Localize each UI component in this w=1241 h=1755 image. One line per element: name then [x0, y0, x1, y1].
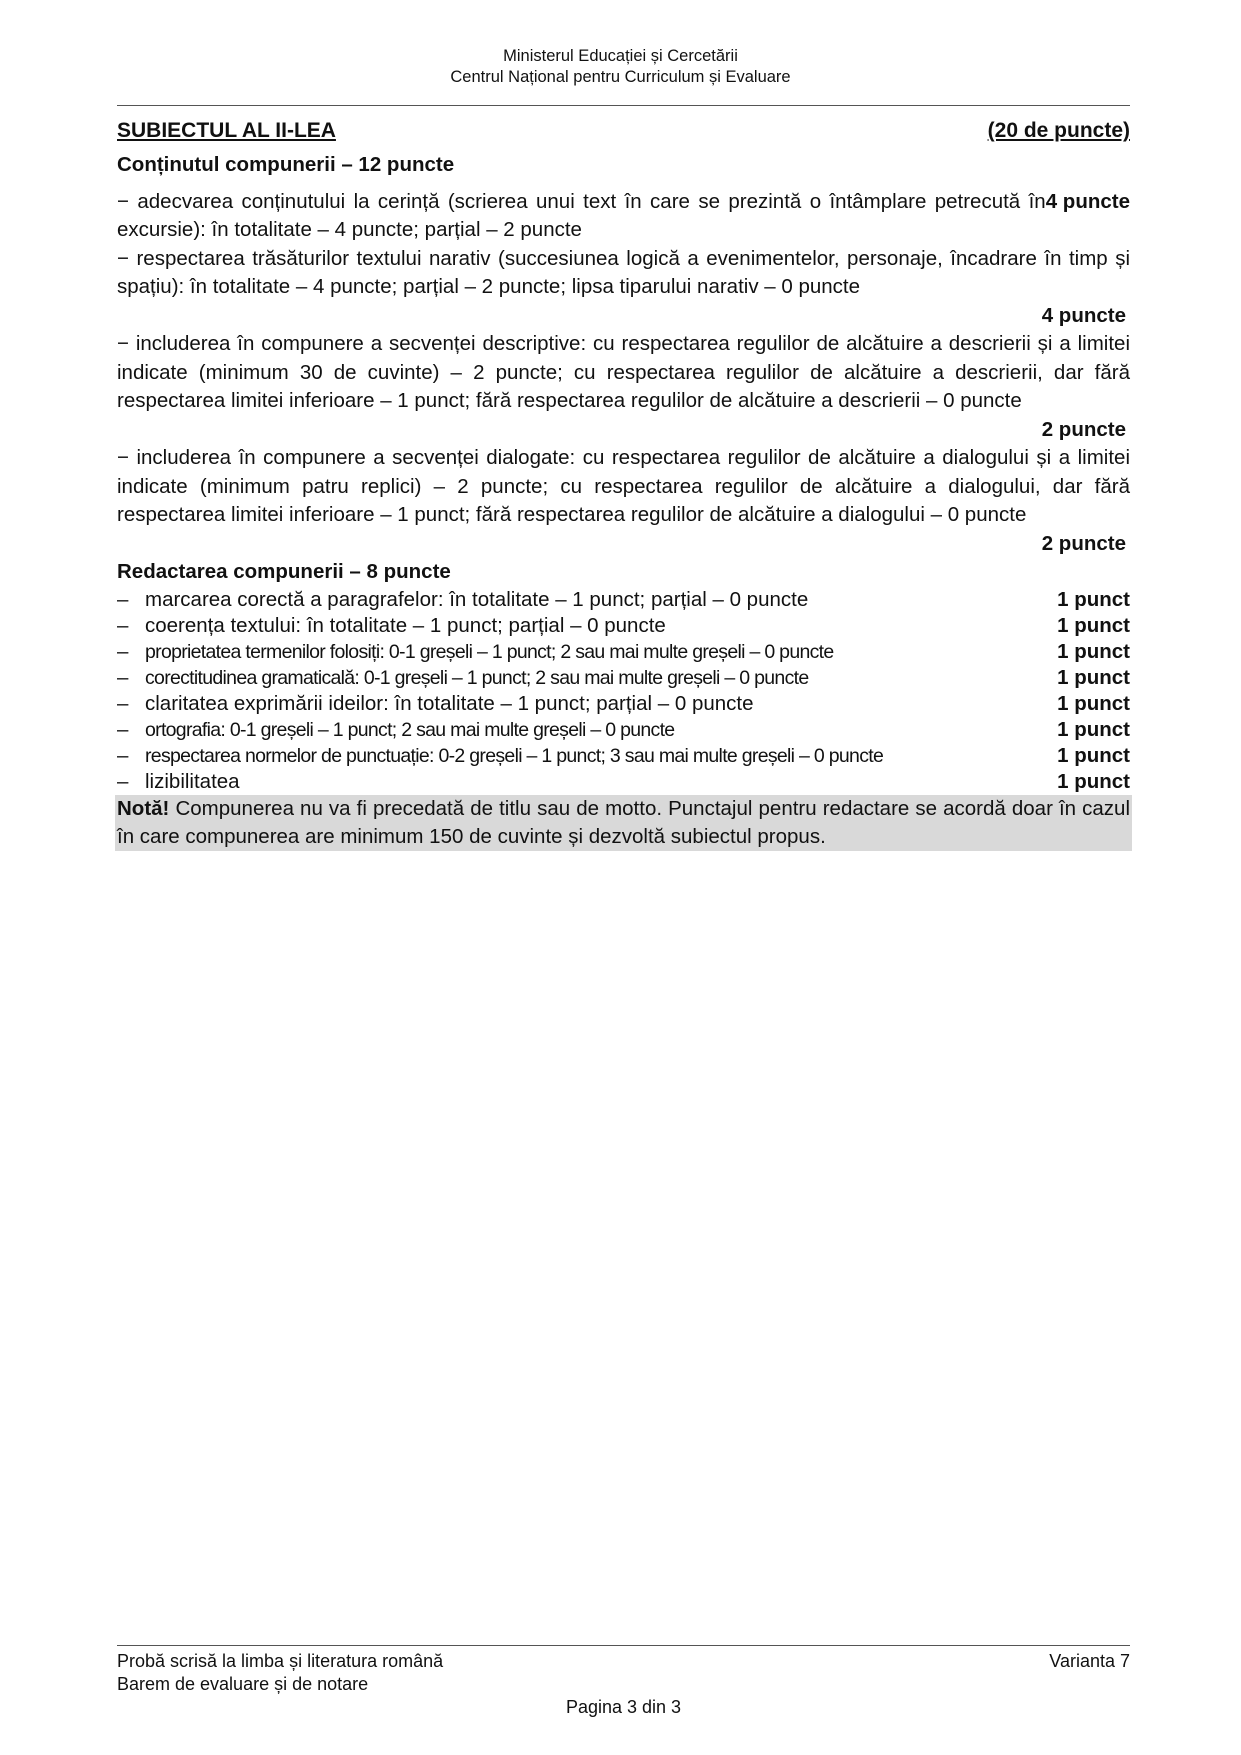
footer-divider: [117, 1645, 1130, 1646]
note-box: [115, 795, 1132, 851]
criterion-points: 4 puncte: [1041, 303, 1126, 327]
dash: –: [117, 743, 129, 767]
criterion-text: − adecvarea conținutului la cerință (scrierea unui text în care se prezintă o întâmplare petrecută în excursie): în totalitate – 4 puncte; parțial – 2 puncte: [117, 189, 1046, 241]
subject-points: (20 de puncte): [987, 119, 1130, 142]
page-number: Pagina 3 din 3: [565, 1697, 682, 1717]
criterion-item: [117, 444, 1130, 530]
writing-criterion-row: [117, 613, 1130, 639]
dash: –: [117, 613, 129, 637]
criterion-item: [117, 245, 1130, 302]
content-section-title: Conținutul compunerii – 12 puncte: [117, 153, 455, 176]
writing-criterion-text: corectitudinea gramaticală: 0-1 greșeli – 1 punct; 2 sau mai multe greșeli – 0 puncte: [145, 666, 809, 689]
writing-criterion-points: 1 punct: [1057, 587, 1130, 611]
writing-criterion-row: [117, 769, 1130, 795]
criterion-points: 2 puncte: [1041, 531, 1126, 555]
note-text: Compunerea nu va fi precedată de titlu sau de motto. Punctajul pentru redactare se acordă doar în cazul în care compunerea are minimum 150 de cuvinte și dezvoltă subiectul propus.: [117, 796, 1130, 848]
dash: –: [117, 691, 129, 715]
dash: –: [117, 769, 129, 793]
subject-title: SUBIECTUL AL II-LEA: [117, 119, 336, 142]
criterion-points: 2 puncte: [1041, 417, 1126, 441]
writing-criterion-text: proprietatea termenilor folosiți: 0-1 greșeli – 1 punct; 2 sau mai multe greșeli – 0 puncte: [145, 640, 834, 663]
exam-name: Probă scrisă la limba și literatura română: [117, 1651, 444, 1671]
scoring-guide-label: Barem de evaluare și de notare: [117, 1674, 369, 1694]
ministry-name: Ministerul Educației și Cercetării: [503, 47, 738, 65]
subject-heading: [117, 117, 1130, 145]
header-divider: [117, 105, 1130, 106]
note-label: Notă!: [117, 796, 170, 820]
criterion-points: 4 puncte: [1045, 189, 1130, 213]
dash: –: [117, 717, 129, 741]
center-name: Centrul Național pentru Curriculum și Evaluare: [450, 68, 791, 86]
writing-criterion-points: 1 punct: [1057, 769, 1130, 793]
writing-criterion-row: [117, 743, 1130, 769]
writing-criterion-points: 1 punct: [1057, 613, 1130, 637]
writing-section-title: Redactarea compunerii – 8 puncte: [117, 560, 451, 583]
writing-criterion-points: 1 punct: [1057, 691, 1130, 715]
writing-criterion-points: 1 punct: [1057, 665, 1130, 689]
document-header: [0, 46, 1241, 88]
criterion-text: − respectarea trăsăturilor textului narativ (succesiunea logică a evenimentelor, personaje, încadrare în timp și spațiu): în totalitate – 4 puncte; parțial – 2 puncte; lipsa tiparului narativ – 0 puncte: [117, 246, 1130, 298]
criterion-text: − includerea în compunere a secvenței descriptive: cu respectarea regulilor de alcătuire a descrierii și a limitei indicate (minimum 30 de cuvinte) – 2 puncte; cu respectarea regulilor de alcătuire a descrierii, dar fără respectarea limitei inferioare – 1 punct; fără respectarea regulilor de alcătuire a descrierii – 0 puncte: [117, 332, 1130, 412]
criterion-item: [117, 330, 1130, 416]
writing-criterion-row: [117, 717, 1130, 743]
main-content: [117, 117, 1130, 851]
criterion-item: [117, 188, 1130, 245]
writing-criterion-text: marcarea corectă a paragrafelor: în totalitate – 1 punct; parțial – 0 puncte: [145, 587, 809, 611]
writing-criterion-row: [117, 587, 1130, 613]
document-footer: [117, 1650, 1130, 1719]
dash: –: [117, 587, 129, 611]
content-criteria: [117, 188, 1130, 559]
writing-criterion-row: [117, 665, 1130, 691]
dash: –: [117, 639, 129, 663]
dash: –: [117, 665, 129, 689]
writing-criterion-text: coerența textului: în totalitate – 1 punct; parțial – 0 puncte: [145, 613, 666, 637]
writing-criterion-text: claritatea exprimării ideilor: în totalitate – 1 punct; parțial – 0 puncte: [145, 691, 754, 715]
writing-criterion-row: [117, 639, 1130, 665]
writing-criterion-text: respectarea normelor de punctuație: 0-2 greșeli – 1 punct; 3 sau mai multe greșeli – 0 puncte: [145, 744, 884, 767]
writing-criterion-text: lizibilitatea: [145, 769, 240, 793]
writing-criteria: [117, 587, 1130, 795]
writing-criterion-points: 1 punct: [1057, 717, 1130, 741]
writing-criterion-points: 1 punct: [1057, 639, 1130, 663]
writing-criterion-points: 1 punct: [1057, 743, 1130, 767]
writing-criterion-row: [117, 691, 1130, 717]
variant-label: Varianta 7: [1049, 1651, 1130, 1671]
criterion-text: − includerea în compunere a secvenței dialogate: cu respectarea regulilor de alcătuire a dialogului și a limitei indicate (minimum patru replici) – 2 puncte; cu respectarea regulilor de alcătuire a dialogului, dar fără respectarea limitei inferioare – 1 punct; fără respectarea regulilor de alcătuire a dialogului – 0 puncte: [117, 446, 1130, 526]
writing-criterion-text: ortografia: 0-1 greșeli – 1 punct; 2 sau mai multe greșeli – 0 puncte: [145, 718, 675, 741]
